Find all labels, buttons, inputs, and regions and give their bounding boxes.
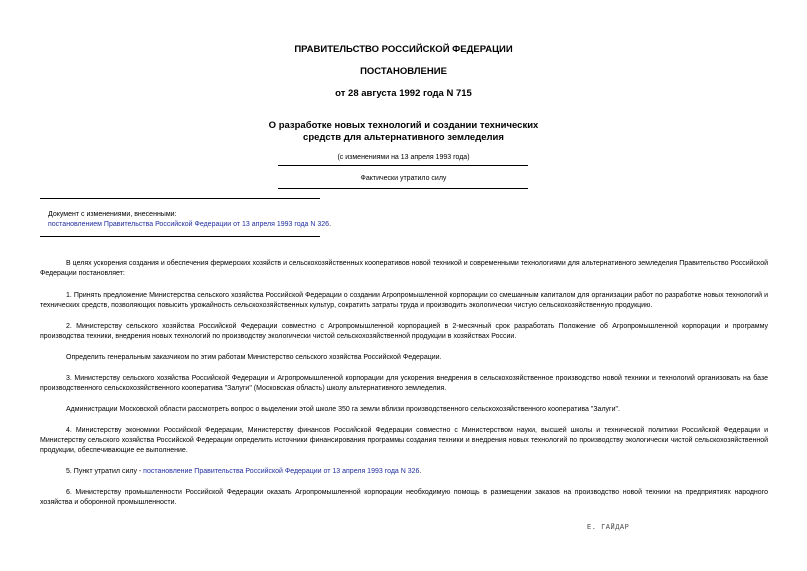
clause-5-prefix: 5. Пункт утратил силу - bbox=[66, 468, 144, 475]
document-title-line-1: О разработке новых технологий и создании технических bbox=[268, 120, 539, 131]
document-title-line-2: средств для альтернативного земледелия bbox=[303, 132, 504, 143]
clause-4-paragraph: 4. Министерству экономики Российской Федерации, Министерству финансов Российской Федерации совместно с Министерством науки, высшей школы и технической политики Российской Федерации и Министерству сельского хозяйства Российской Федерации определить источники финансирования программы создания техники и внедрения новых технологий по производству экологически чистой сельскохозяйственной продукции, обеспечивающие ее выполнение. bbox=[40, 427, 768, 454]
amendment-link-suffix: . bbox=[329, 221, 332, 228]
changes-box-label: Документ с изменениями, внесенными: bbox=[48, 211, 177, 218]
document-date-number: от 28 августа 1992 года N 715 bbox=[335, 88, 472, 99]
amendment-link[interactable]: постановлением Правительства Российской Федерации от 13 апреля 1993 года N 326 bbox=[48, 221, 330, 228]
clause-1-paragraph: 1. Принять предложение Министерства сельского хозяйства Российской Федерации о создании Агропромышленной корпорации со смешанным капиталом для организации работ по разработке новых технологий и технических средств, позволяющих повысить урожайность сельскохозяйственных культур, сократить затраты труда и производить экологически чистую сельскохозяйственную продукцию. bbox=[40, 292, 768, 309]
changes-box-bottom-rule bbox=[40, 236, 320, 237]
preamble-paragraph: В целях ускорения создания и обеспечения фермерских хозяйств и сельскохозяйственных кооперативов новой техникой и современными технологиями для альтернативного земледелия Правительство Российской Федерации постановляет: bbox=[40, 260, 768, 277]
clause-5-paragraph bbox=[40, 467, 768, 477]
clause-6-paragraph: 6. Министерству промышленности Российской Федерации оказать Агропромышленной корпорации необходимую помощь в размещении заказов на производство новой техники на предприятиях народного хозяйства и оборонной промышленности. bbox=[40, 489, 768, 506]
signature: Е. ГАЙДАР bbox=[587, 524, 630, 532]
changes-box-reference bbox=[48, 220, 331, 230]
divider-bottom bbox=[278, 188, 528, 189]
divider-top bbox=[278, 165, 528, 166]
changes-box-top-rule bbox=[40, 198, 320, 199]
document-type: ПОСТАНОВЛЕНИЕ bbox=[360, 66, 447, 77]
clause-3-land-paragraph: Администрации Московской области рассмотреть вопрос о выделении этой школе 350 га земли вблизи производственного сельскохозяйственного кооператива "Залуги". bbox=[66, 406, 620, 413]
clause-3-paragraph: 3. Министерству сельского хозяйства Российской Федерации и Агропромышленной корпорации для ускорения внедрения в сельскохозяйственное производство новой техники и технологий организовать на базе производственного сельскохозяйственного кооператива "Залуги" (Московская область) школу альтернативного земледелия. bbox=[40, 375, 768, 392]
status-note: Фактически утратило силу bbox=[360, 175, 447, 182]
clause-2-customer-paragraph: Определить генеральным заказчиком по этим работам Министерство сельского хозяйства Российской Федерации. bbox=[66, 354, 442, 361]
government-name: ПРАВИТЕЛЬСТВО РОССИЙСКОЙ ФЕДЕРАЦИИ bbox=[294, 44, 513, 55]
amendments-note: (с изменениями на 13 апреля 1993 года) bbox=[337, 154, 470, 161]
repeal-link[interactable]: постановление Правительства Российской Федерации от 13 апреля 1993 года N 326 bbox=[143, 468, 420, 475]
clause-2-paragraph: 2. Министерству сельского хозяйства Российской Федерации совместно с Агропромышленной корпорацией в 2-месячный срок разработать Положение об Агропромышленной корпорации и программу производства техники, внедрения новых технологий по производству экологически чистой сельскохозяйственной продукции в хозяйствах России. bbox=[40, 323, 768, 340]
clause-5-suffix: . bbox=[419, 468, 422, 475]
